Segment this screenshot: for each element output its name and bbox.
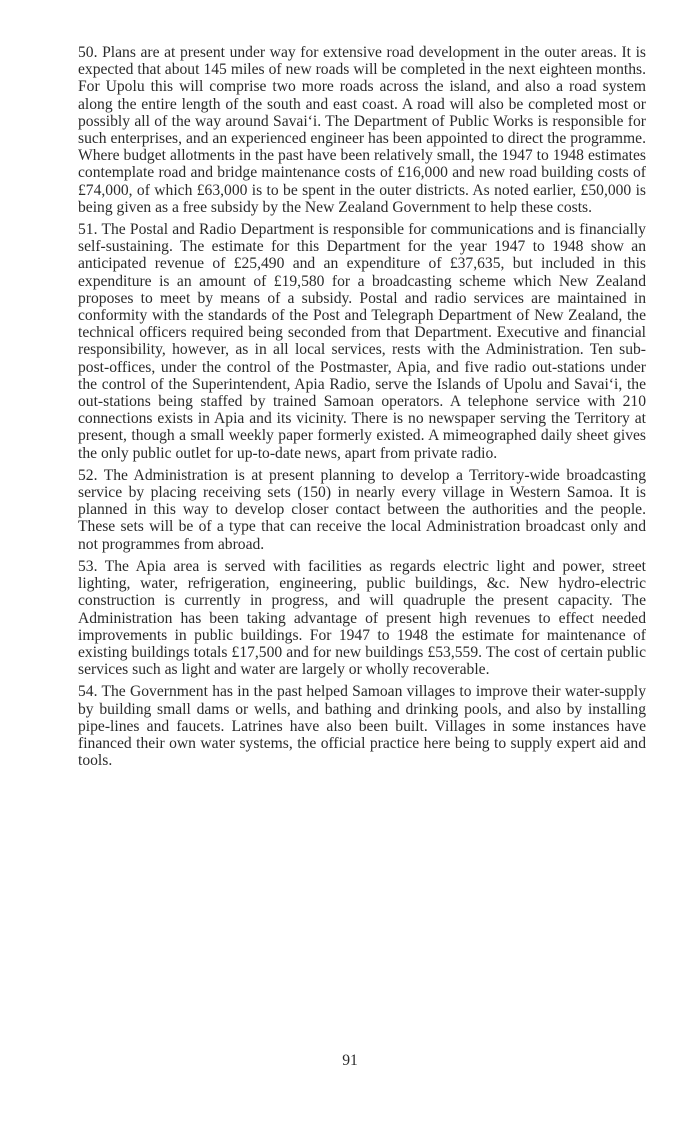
paragraph-number: 54. bbox=[78, 683, 98, 701]
paragraph-52 bbox=[78, 467, 646, 553]
paragraph-number: 50. bbox=[78, 44, 98, 61]
paragraph-51 bbox=[78, 221, 646, 462]
paragraph-text: The Apia area is served with facilities as regards electric light and power, street lighting, water, refrigeration, engineering, public buildings, &c. New hydro-electric construction is currently in progress, and will quadruple the present capacity. The Administration has been taking advantage of present high revenues to effect needed improvements in public buildings. For 1947 to 1948 the estimate for maintenance of existing buildings totals £17,500 and for new buildings £53,559. The cost of certain public services such as light and water are largely or wholly recoverable. bbox=[78, 557, 646, 679]
paragraph-text: The Postal and Radio Department is responsible for communications and is financially self-sustaining. The estimate for this Department for the year 1947 to 1948 show an anticipated revenue of £25,490 and an expenditure of £37,635, but included in this expenditure is an amount of £19,580 for a broadcasting scheme which New Zealand proposes to meet by means of a subsidy. Postal and radio services are maintained in conformity with the standards of the Post and Telegraph Department of New Zealand, the technical officers required being seconded from that Department. Executive and financial responsibility, however, as in all local services, rests with the Administration. Ten sub-post-offices, under the control of the Postmaster, Apia, and five radio out-stations under the control of the Superintendent, Apia Radio, serve the Islands of Upolu and Savai‘i, the out-stations being staffed by trained Samoan operators. A telephone service with 210 connections exists in Apia and its vicinity. There is no newspaper serving the Territory at present, though a small weekly paper formerly existed. A mimeographed daily sheet gives the only public outlet for up-to-date news, apart from private radio. bbox=[78, 221, 646, 462]
paragraph-number: 52. bbox=[78, 466, 98, 484]
paragraph-54 bbox=[78, 683, 646, 769]
page-body bbox=[78, 44, 646, 774]
paragraph-number: 51. bbox=[78, 221, 98, 239]
paragraph-text: Plans are at present under way for extensive road development in the outer areas. It is expected that about 145 miles of new roads will be completed in the next eighteen months. For Upolu this will comprise two more roads across the island, and also a road system along the entire length of the south and east coast. A road will also be completed most or possibly all of the way around Savai‘i. The Department of Public Works is responsible for such enterprises, and an experienced engineer has been appointed to direct the programme. Where budget allotments in the past have been relatively small, the 1947 to 1948 estimates contemplate road and bridge maintenance costs of £16,000 and new road building costs of £74,000, of which £63,000 is to be spent in the outer districts. As noted earlier, £50,000 is being given as a free subsidy by the New Zealand Government to help these costs. bbox=[78, 44, 646, 216]
paragraph-text: The Administration is at present planning to develop a Territory-wide broadcasting service by placing receiving sets (150) in nearly every village in Western Samoa. It is planned in this way to develop closer contact between the authorities and the people. These sets will be of a type that can receive the local Administration broadcast only and not programmes from abroad. bbox=[78, 466, 646, 553]
paragraph-text: The Government has in the past helped Samoan villages to improve their water-supply by building small dams or wells, and bathing and drinking pools, and also by installing pipe-lines and faucets. Latrines have also been built. Villages in some instances have financed their own water systems, the official practice here being to supply expert aid and tools. bbox=[78, 683, 646, 770]
page-number: 91 bbox=[342, 1052, 358, 1069]
paragraph-50 bbox=[78, 44, 646, 216]
paragraph-53 bbox=[78, 558, 646, 678]
paragraph-number: 53. bbox=[78, 557, 98, 575]
